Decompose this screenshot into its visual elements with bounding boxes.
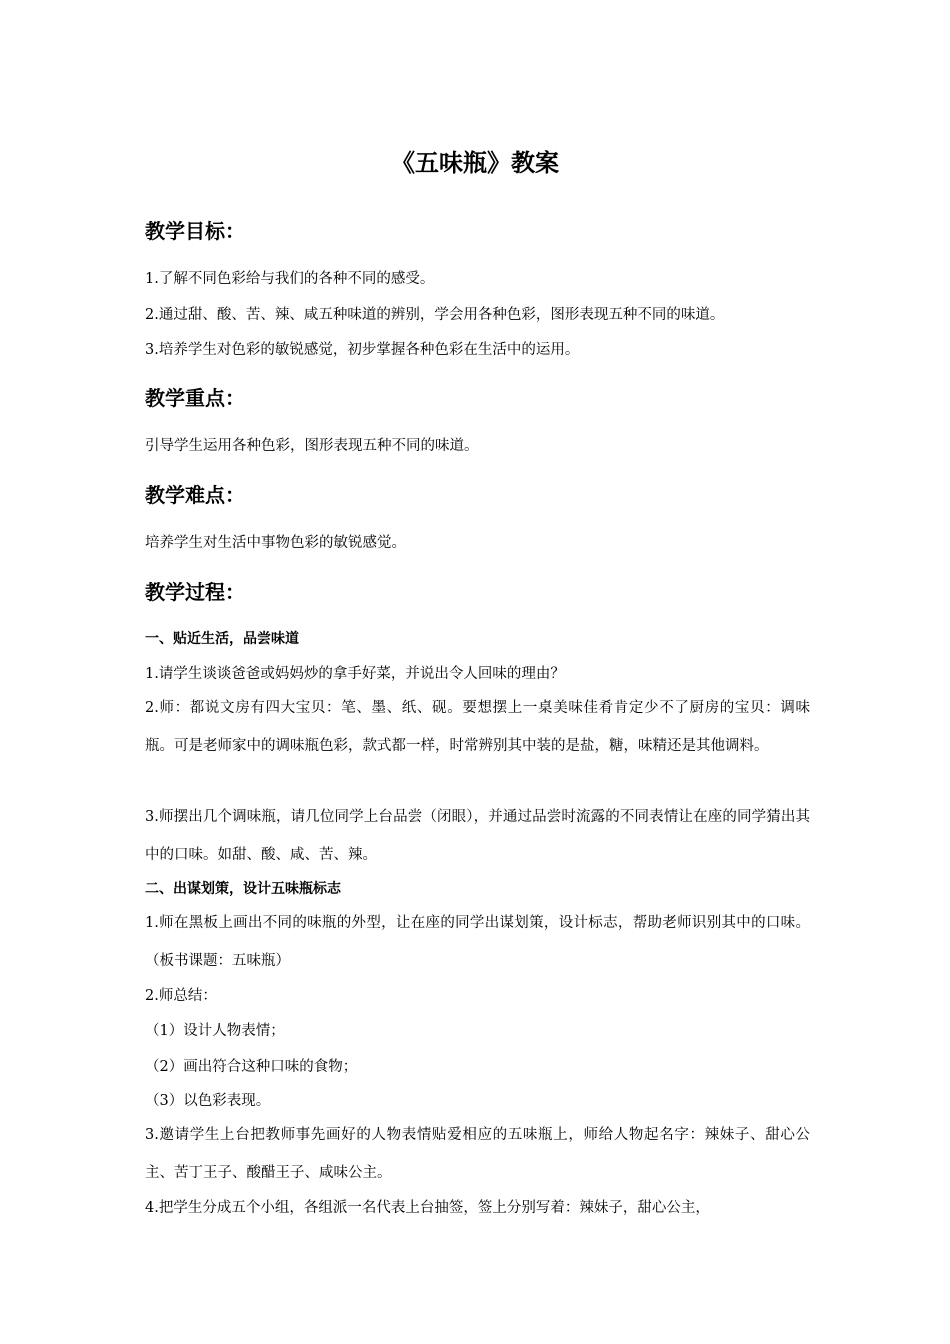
part2-heading: 二、出谋划策，设计五味瓶标志 [145, 881, 341, 897]
part1-item: 3.师摆出几个调味瓶，请几位同学上台品尝（闭眼），并通过品尝时流露的不同表情让在座的同学猜出其中的口味。如甜、酸、咸、苦、辣。 [145, 809, 810, 863]
objective-item: 3.培养学生对色彩的敏锐感觉，初步掌握各种色彩在生活中的运用。 [145, 342, 580, 358]
part2-sub-item: （1）设计人物表情； [145, 1023, 285, 1039]
objective-item: 1.了解不同色彩给与我们的各种不同的感受。 [145, 271, 435, 287]
part2-item: 3.邀请学生上台把教师事先画好的人物表情贴爱相应的五味瓶上，师给人物起名字：辣妹子、甜心公主、苦丁王子、酸醋王子、咸味公主。 [145, 1127, 810, 1181]
key-points-text: 引导学生运用各种色彩，图形表现五种不同的味道。 [145, 438, 479, 454]
part2-item: 1.师在黑板上画出不同的味瓶的外型，让在座的同学出谋划策，设计标志，帮助老师识别其中的口味。（板书课题：五味瓶） [145, 915, 810, 969]
objectives-heading: 教学目标： [145, 219, 245, 243]
part2-item: 4.把学生分成五个小组，各组派一名代表上台抽签，签上分别写着：辣妹子，甜心公主， [145, 1200, 710, 1216]
difficulties-heading: 教学难点： [145, 483, 245, 507]
part2-sub-item: （2）画出符合这种口味的食物； [145, 1059, 358, 1075]
part2-sub-item: （3）以色彩表现。 [145, 1093, 271, 1109]
part2-item: 2.师总结： [145, 988, 217, 1004]
process-heading: 教学过程： [145, 580, 245, 604]
part1-item: 2.师：都说文房有四大宝贝：笔、墨、纸、砚。要想摆上一桌美味佳肴肯定少不了厨房的宝贝：调味瓶。可是老师家中的调味瓶色彩，款式都一样，时常辨别其中装的是盐，糖，味精还是其他调料。 [145, 700, 810, 754]
objective-item: 2.通过甜、酸、苦、辣、咸五种味道的辨别，学会用各种色彩，图形表现五种不同的味道。 [145, 307, 725, 323]
key-points-heading: 教学重点： [145, 386, 245, 410]
document-title: 《五味瓶》教案 [391, 149, 559, 177]
part1-item: 1.请学生谈谈爸爸或妈妈炒的拿手好菜，并说出令人回味的理由？ [145, 666, 565, 682]
difficulties-text: 培养学生对生活中事物色彩的敏锐感觉。 [145, 535, 406, 551]
part1-heading: 一、贴近生活，品尝味道 [145, 631, 299, 647]
